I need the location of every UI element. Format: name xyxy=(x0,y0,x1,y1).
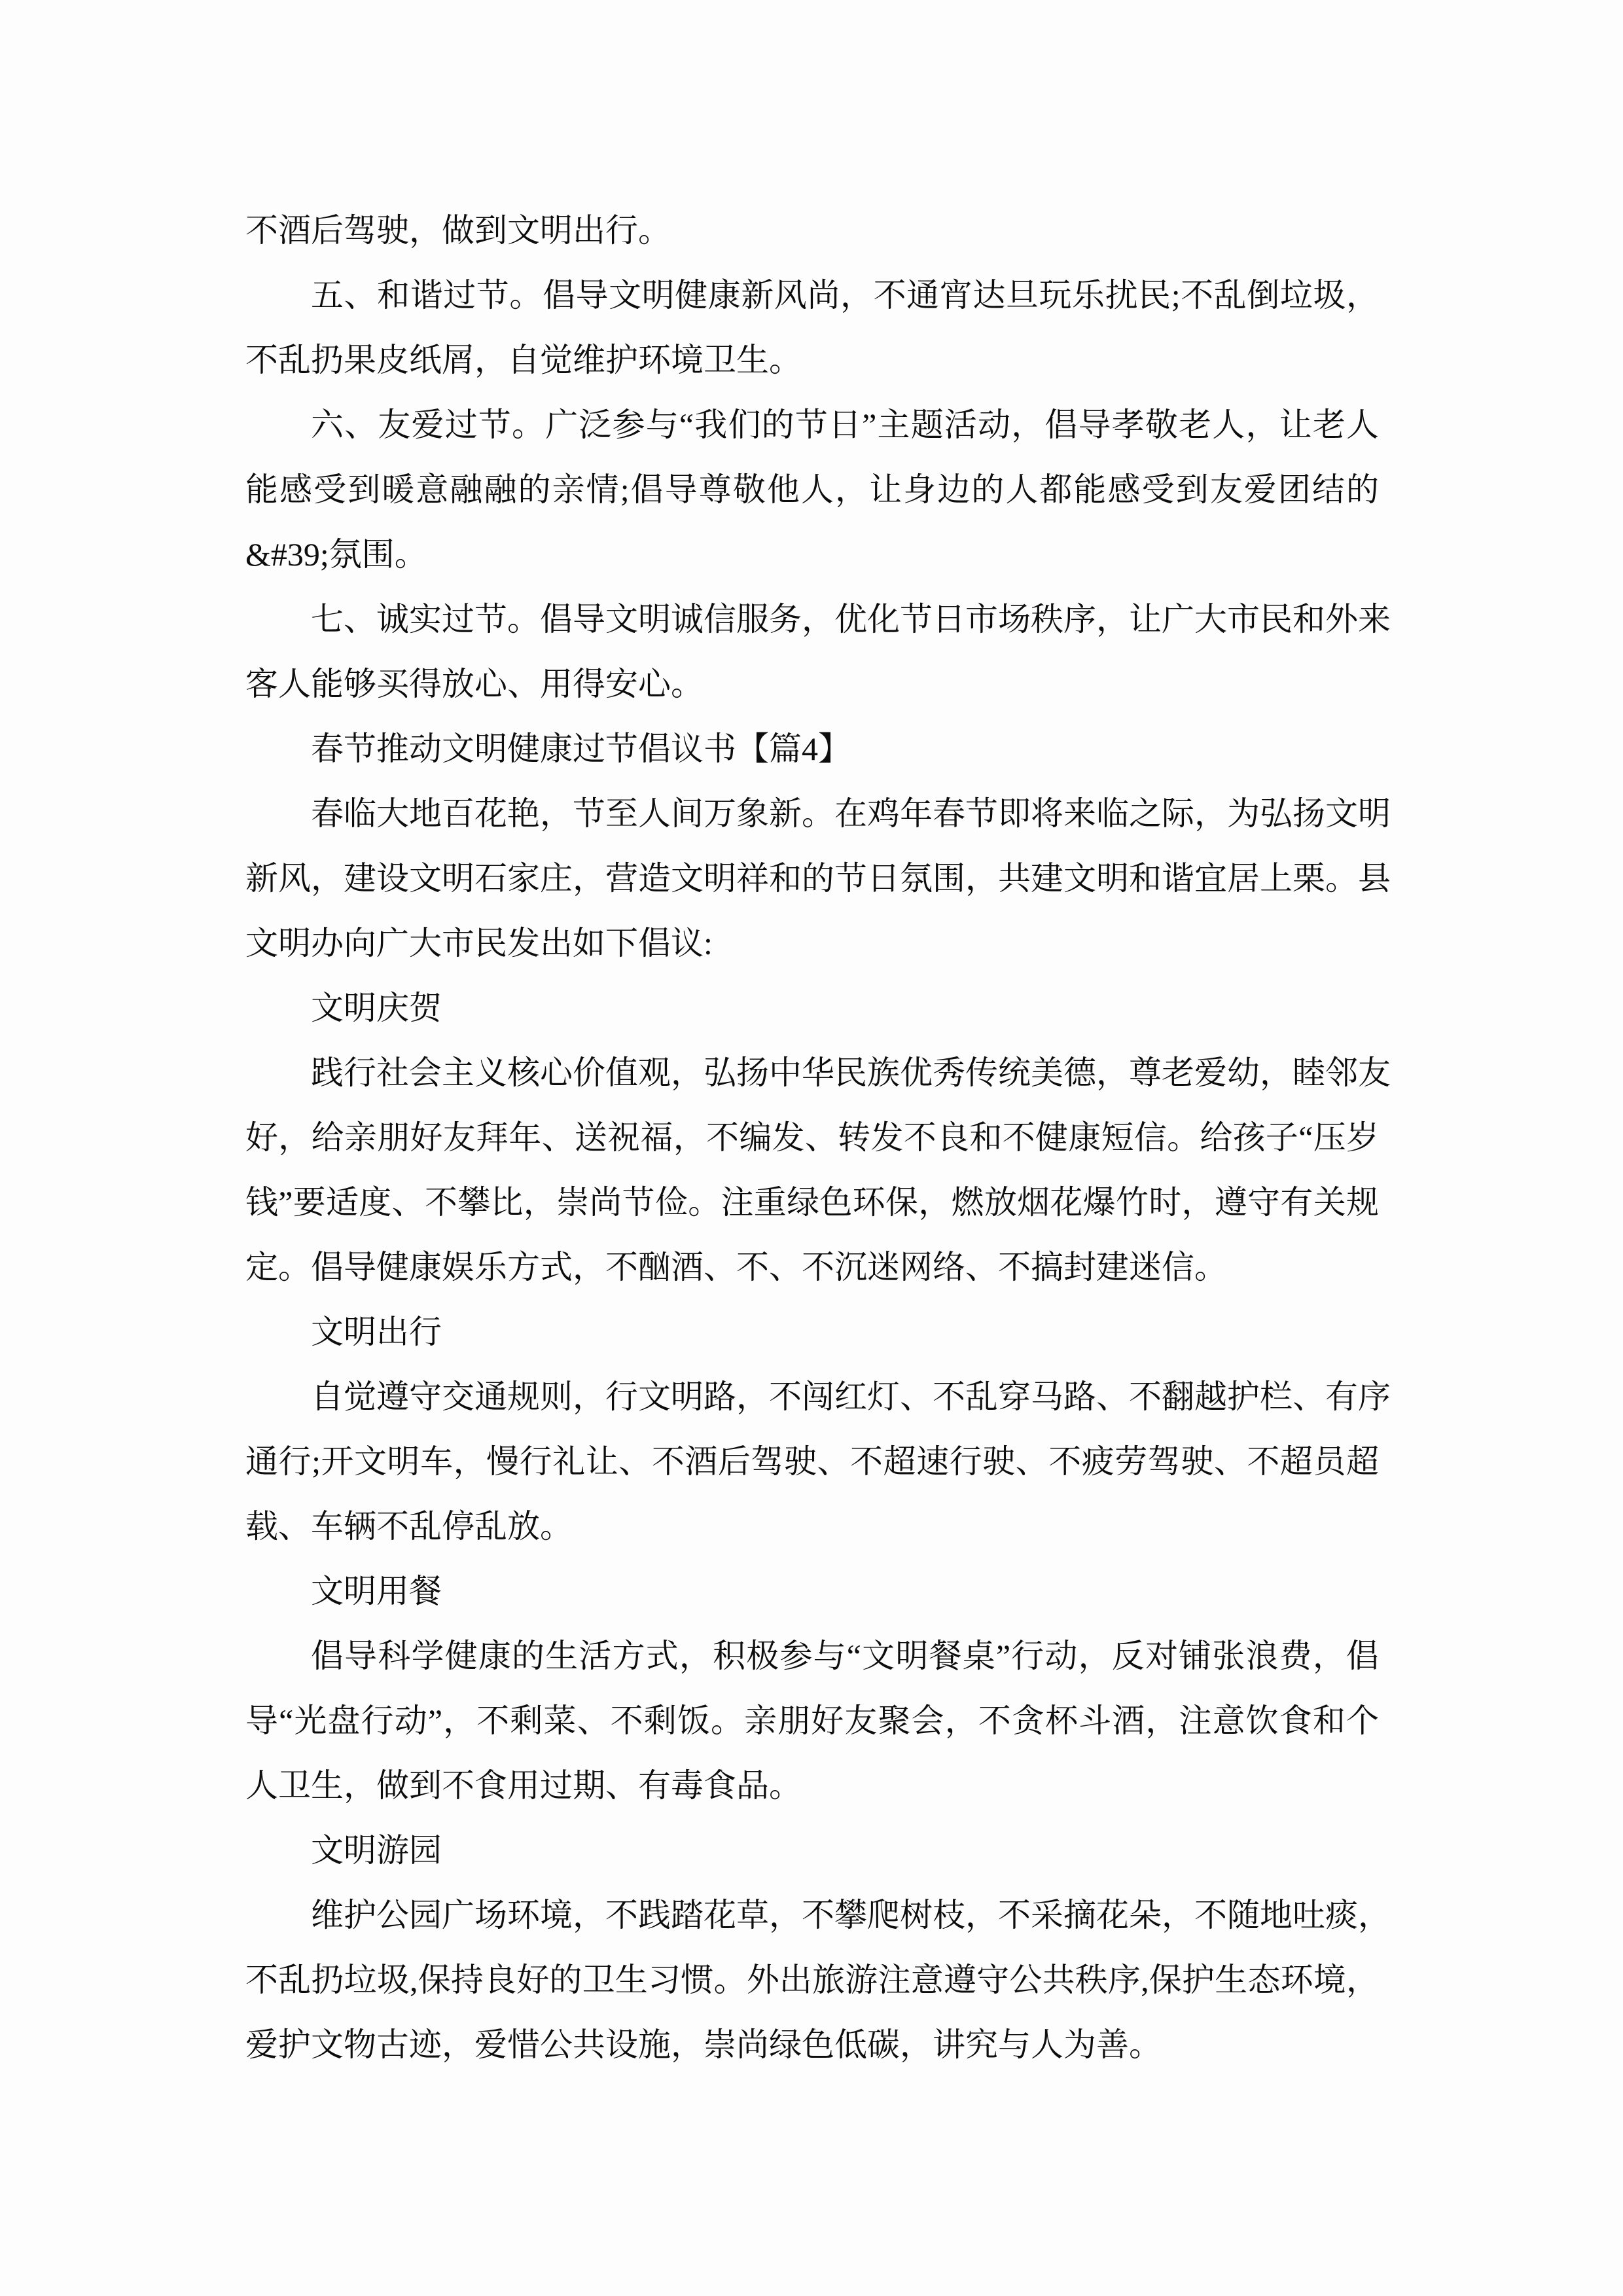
paragraph-continuation: 不酒后驾驶，做到文明出行。 xyxy=(245,212,671,249)
paragraph-intro: 春临大地百花艳，节至人间万象新。在鸡年春节即将来临之际，为弘扬文明 xyxy=(311,795,1391,832)
paragraph-chuxing: 自觉遵守交通规则，行文明路，不闯红灯、不乱穿马路、不翻越护栏、有序 xyxy=(311,1378,1391,1415)
paragraph-item-5: 不乱扔果皮纸屑，自觉维护环境卫生。 xyxy=(245,342,802,378)
paragraph-intro: 文明办向广大市民发出如下倡议: xyxy=(245,925,713,961)
document-body xyxy=(245,198,1391,2077)
paragraph-intro: 新风，建设文明石家庄，营造文明祥和的节日氛围，共建文明和谐宜居上栗。县 xyxy=(245,860,1391,897)
paragraph-qinghe: 好，给亲朋好友拜年、送祝福，不编发、转发不良和不健康短信。给孩子“压岁 xyxy=(245,1119,1379,1156)
paragraph-yongcan: 倡导科学健康的生活方式，积极参与“文明餐桌”行动，反对铺张浪费，倡 xyxy=(311,1638,1379,1674)
section-heading: 文明庆贺 xyxy=(311,990,442,1026)
section-heading: 文明用餐 xyxy=(311,1573,442,1609)
paragraph-item-6: 能感受到暖意融融的亲情;倡导尊敬他人，让身边的人都能感受到友爱团结的 xyxy=(245,471,1379,508)
paragraph-youyuan: 维护公园广场环境，不践踏花草，不攀爬树枝，不采摘花朵，不随地吐痰， xyxy=(311,1897,1391,1933)
section-heading: 文明出行 xyxy=(311,1314,442,1350)
paragraph-youyuan: 爱护文物古迹，爱惜公共设施，崇尚绿色低碳，讲究与人为善。 xyxy=(245,2026,1162,2063)
paragraph-yongcan: 导“光盘行动”，不剩菜、不剩饭。亲朋好友聚会，不贪杯斗酒，注意饮食和个 xyxy=(245,1702,1379,1739)
paragraph-qinghe: 定。倡导健康娱乐方式，不酗酒、不、不沉迷网络、不搞封建迷信。 xyxy=(245,1249,1227,1285)
paragraph-qinghe: 践行社会主义核心价值观，弘扬中华民族优秀传统美德，尊老爱幼，睦邻友 xyxy=(311,1054,1391,1091)
paragraph-chuxing: 载、车辆不乱停乱放。 xyxy=(245,1508,573,1545)
paragraph-item-5: 五、和谐过节。倡导文明健康新风尚，不通宵达旦玩乐扰民;不乱倒垃圾， xyxy=(311,277,1379,314)
paragraph-yongcan: 人卫生，做到不食用过期、有毒食品。 xyxy=(245,1767,802,1804)
paragraph-item-6: 六、友爱过节。广泛参与“我们的节日”主题活动，倡导孝敬老人，让老人 xyxy=(311,406,1379,443)
document-title: 春节推动文明健康过节倡议书【篇4】 xyxy=(311,730,851,767)
paragraph-youyuan: 不乱扔垃圾,保持良好的卫生习惯。外出旅游注意遵守公共秩序,保护生态环境， xyxy=(245,1962,1379,1998)
paragraph-item-7: 客人能够买得放心、用得安心。 xyxy=(245,666,704,702)
paragraph-qinghe: 钱”要适度、不攀比，崇尚节俭。注重绿色环保，燃放烟花爆竹时，遵守有关规 xyxy=(245,1184,1379,1221)
paragraph-item-7: 七、诚实过节。倡导文明诚信服务，优化节日市场秩序，让广大市民和外来 xyxy=(311,601,1391,637)
section-heading: 文明游园 xyxy=(311,1832,442,1869)
paragraph-item-6: &#39;氛围。 xyxy=(245,536,427,573)
paragraph-chuxing: 通行;开文明车，慢行礼让、不酒后驾驶、不超速行驶、不疲劳驾驶、不超员超 xyxy=(245,1443,1379,1480)
